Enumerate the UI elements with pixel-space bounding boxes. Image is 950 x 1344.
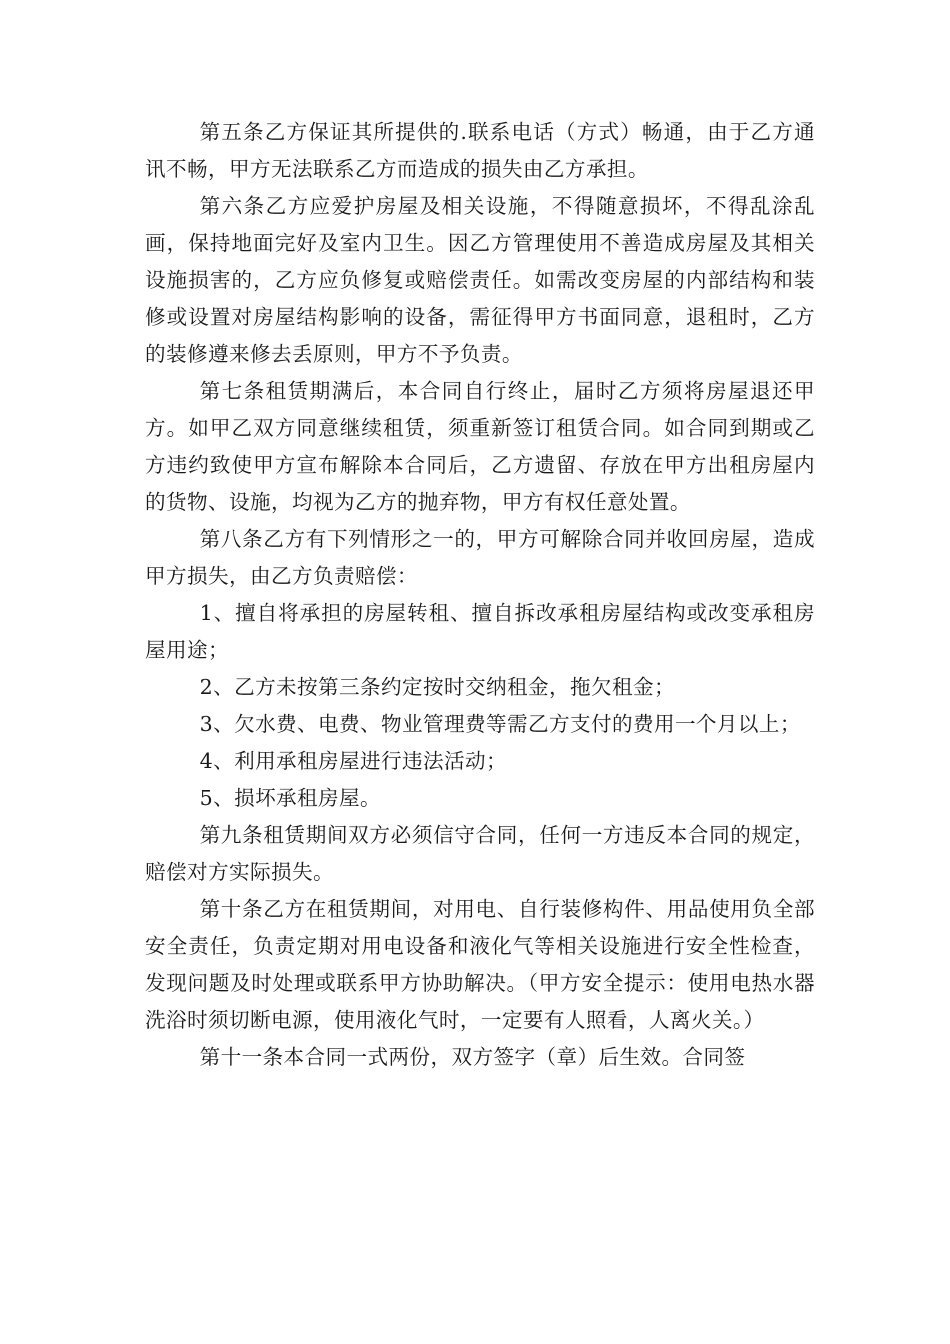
clause-10-paragraph: 第十条乙方在租赁期间，对用电、自行装修构件、用品使用负全部安全责任，负责定期对用电设备和液化气等相关设施进行安全性检查，发现问题及时处理或联系甲方协助解决。（甲方安全提示：使用电热水器洗浴时须切断电源，使用液化气时，一定要有人照看，人离火关。）	[145, 897, 815, 1032]
clause-11-paragraph: 第十一条本合同一式两份，双方签字（章）后生效。合同签	[199, 1045, 746, 1069]
contract-body	[145, 114, 815, 1076]
clause-7-paragraph: 第七条租赁期满后，本合同自行终止，届时乙方须将房屋退还甲方。如甲乙双方同意继续租赁，须重新签订租赁合同。如合同到期或乙方违约致使甲方宣布解除本合同后，乙方遗留、存放在甲方出租房屋内的货物、设施，均视为乙方的抛弃物，甲方有权任意处置。	[145, 379, 815, 514]
clause-9-paragraph: 第九条租赁期间双方必须信守合同，任何一方违反本合同的规定，赔偿对方实际损失。	[145, 823, 815, 884]
clause-8-item-3: 3、欠水费、电费、物业管理费等需乙方支付的费用一个月以上；	[199, 712, 801, 736]
clause-5-paragraph: 第五条乙方保证其所提供的.联系电话（方式）畅通，由于乙方通讯不畅，甲方无法联系乙方而造成的损失由乙方承担。	[145, 120, 815, 181]
clause-6-paragraph: 第六条乙方应爱护房屋及相关设施，不得随意损坏，不得乱涂乱画，保持地面完好及室内卫生。因乙方管理使用不善造成房屋及其相关设施损害的，乙方应负修复或赔偿责任。如需改变房屋的内部结构和装修或设置对房屋结构影响的设备，需征得甲方书面同意，退租时，乙方的装修遵来修去丢原则，甲方不予负责。	[145, 194, 815, 366]
clause-8-item-5: 5、损坏承租房屋。	[199, 786, 382, 810]
clause-8-item-4: 4、利用承租房屋进行违法活动；	[199, 749, 507, 773]
clause-8-item-1: 1、擅自将承担的房屋转租、擅自拆改承租房屋结构或改变承租房屋用途；	[145, 601, 815, 662]
clause-8-item-2: 2、乙方未按第三条约定按时交纳租金，拖欠租金；	[199, 675, 675, 699]
clause-8-paragraph: 第八条乙方有下列情形之一的，甲方可解除合同并收回房屋，造成甲方损失，由乙方负责赔偿：	[145, 527, 815, 588]
